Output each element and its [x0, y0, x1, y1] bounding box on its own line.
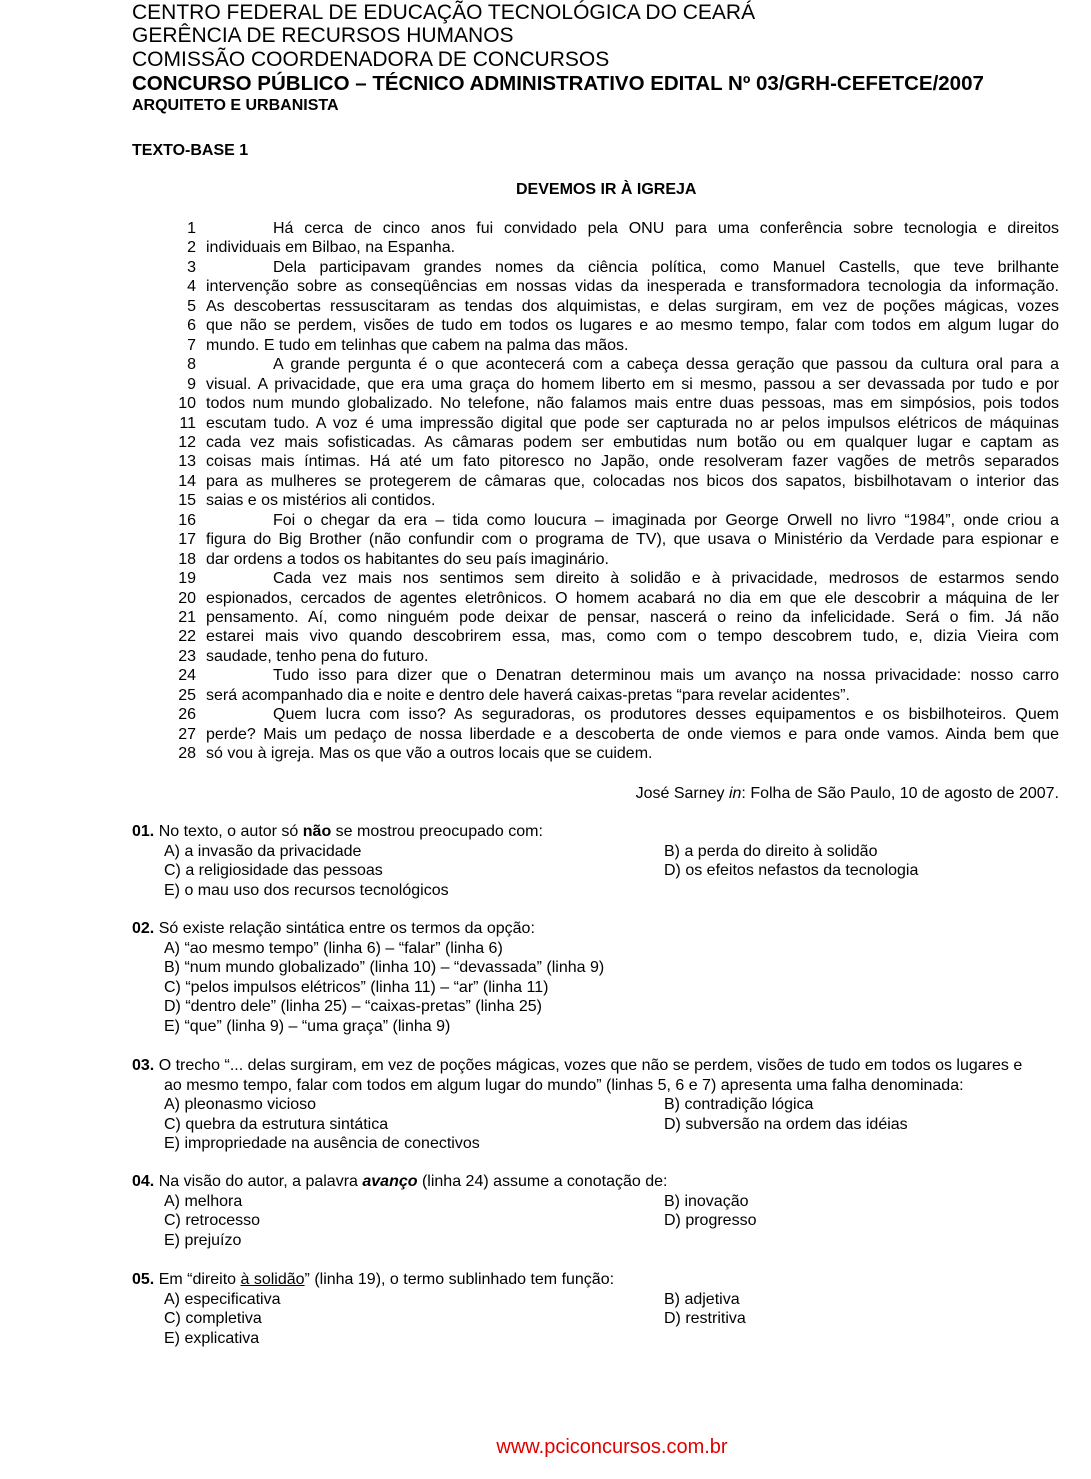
text-line — [170, 491, 1059, 510]
answer-option[interactable]: E) o mau uso dos recursos tecnológicos — [164, 881, 449, 899]
position-title: ARQUITETO E URBANISTA — [132, 97, 339, 114]
question-text: se mostrou preocupado com: — [331, 823, 543, 840]
question-stem — [132, 822, 543, 841]
answer-option[interactable]: A) pleonasmo vicioso — [164, 1096, 317, 1113]
line-number: 10 — [178, 395, 196, 413]
text-line — [170, 258, 1059, 277]
line-number: 3 — [187, 258, 196, 276]
question-stem — [132, 919, 535, 938]
text-line — [170, 647, 1059, 666]
answer-option[interactable]: D) subversão na ordem das idéias — [664, 1115, 908, 1133]
question-text: ” (linha 19), o termo sublinhado tem função: — [304, 1271, 615, 1288]
text-title: DEVEMOS IR À IGREJA — [516, 181, 697, 198]
line-number: 12 — [178, 433, 196, 451]
header-commission: COMISSÃO COORDENADORA DE CONCURSOS — [132, 48, 610, 71]
question-number: 04. — [132, 1173, 155, 1190]
line-text: Tudo isso para dizer que o Denatran determinou mais um avanço na nossa privacidade: nosso carro — [273, 667, 1059, 685]
text-line — [170, 375, 1059, 394]
line-text: figura do Big Brother (não confundir com o programa de TV), que usava o Ministério da Verdade para espionar e — [206, 531, 1059, 549]
line-text: coisas mais íntimas. Há até um fato pitoresco no Japão, onde resolveram fazer vagões de metrôs separados — [206, 453, 1059, 471]
text-line — [170, 686, 1059, 705]
answer-option[interactable]: E) explicativa — [164, 1329, 260, 1347]
answer-option[interactable]: A) melhora — [164, 1192, 243, 1210]
line-text: Dela participavam grandes nomes da ciência política, como Manuel Castells, que teve brilhante — [273, 258, 1059, 276]
text-line — [170, 569, 1059, 588]
text-line — [170, 608, 1059, 627]
line-text: dar ordens a todos os habitantes do seu país imaginário. — [206, 550, 609, 568]
text-line — [170, 705, 1059, 724]
line-number: 2 — [187, 239, 196, 257]
question-emphasis: não — [302, 823, 332, 840]
line-number: 19 — [178, 570, 196, 588]
line-text: Quem lucra com isso? As seguradoras, os produtores desses equipamentos e os bisbilhoteiros. Quem — [273, 706, 1059, 724]
question-number: 02. — [132, 920, 155, 937]
answer-option[interactable]: E) prejuízo — [164, 1231, 242, 1249]
text-line — [170, 336, 1059, 355]
line-text: que não se perdem, visões de tudo em todos os lugares e ao mesmo tempo, falar com todos em algum lugar do — [206, 317, 1059, 335]
answer-option[interactable]: D) restritiva — [664, 1310, 746, 1327]
question-text: O trecho “... delas surgiram, em vez de poções mágicas, vozes que não se perdem, visões de tudo em todos os lugares e — [154, 1057, 1023, 1074]
question-text: Em “direito — [154, 1271, 241, 1288]
line-number: 8 — [187, 356, 196, 374]
header-department: GERÊNCIA DE RECURSOS HUMANOS — [132, 24, 514, 47]
text-line — [170, 530, 1059, 549]
line-number: 17 — [178, 531, 196, 549]
answer-option[interactable]: C) a religiosidade das pessoas — [164, 862, 383, 879]
line-text: individuais em Bilbao, na Espanha. — [206, 239, 456, 257]
answer-option[interactable]: B) adjetiva — [664, 1290, 740, 1308]
question-text: No texto, o autor só — [154, 823, 303, 840]
text-line — [170, 277, 1059, 296]
line-number: 14 — [178, 472, 196, 490]
line-text: cada vez mais sofisticadas. As câmaras podem ser embutidas num botão ou em qualquer lugar e captam as — [206, 433, 1059, 451]
text-line — [170, 316, 1059, 335]
header-institution: CENTRO FEDERAL DE EDUCAÇÃO TECNOLÓGICA DO CEARÁ — [132, 1, 756, 24]
text-line — [170, 589, 1059, 608]
line-text: Cada vez mais nos sentimos sem direito à solidão e à privacidade, medrosos de estarmos sendo — [273, 570, 1059, 588]
text-line — [170, 219, 1059, 238]
line-number: 4 — [187, 278, 196, 296]
line-number: 6 — [187, 317, 196, 335]
question-number: 03. — [132, 1057, 155, 1074]
answer-option[interactable]: D) progresso — [664, 1212, 757, 1229]
line-number: 16 — [178, 511, 196, 529]
question-text: Só existe relação sintática entre os termos da opção: — [154, 920, 535, 937]
line-number: 22 — [178, 628, 196, 646]
text-line — [170, 394, 1059, 413]
line-text: As descobertas ressuscitaram as tendas dos alquimistas, e delas surgiram, em vez de poções mágicas, vozes — [206, 297, 1059, 315]
answer-option[interactable]: B) a perda do direito à solidão — [664, 842, 878, 860]
answer-option[interactable]: B) contradição lógica — [664, 1096, 814, 1113]
text-line — [170, 511, 1059, 530]
text-line — [170, 238, 1059, 257]
answer-option[interactable]: A) especificativa — [164, 1290, 281, 1308]
section-label: TEXTO-BASE 1 — [132, 142, 249, 159]
line-text: Foi o chegar da era – tida como loucura – imaginada por George Orwell no livro “1984”, onde criou a — [273, 511, 1059, 529]
line-number: 18 — [178, 550, 196, 568]
line-number: 23 — [178, 647, 196, 665]
text-line — [170, 627, 1059, 646]
question-emphasis: à solidão — [240, 1271, 305, 1288]
answer-option[interactable]: C) retrocesso — [164, 1212, 261, 1229]
answer-option[interactable]: E) “que” (linha 9) – “uma graça” (linha 9) — [164, 1017, 451, 1035]
answer-option[interactable]: D) “dentro dele” (linha 25) – “caixas-pretas” (linha 25) — [164, 998, 542, 1015]
question-text: (linha 24) assume a conotação de: — [417, 1173, 668, 1190]
line-text: saudade, tenho pena do futuro. — [206, 647, 429, 665]
line-number: 1 — [187, 220, 196, 237]
line-text: espionados, cercados de agentes eletrônicos. O homem acabará no dia em que ele descobrir a máquina de ler — [206, 589, 1059, 607]
text-line — [170, 452, 1059, 471]
line-number: 5 — [187, 297, 196, 315]
answer-option[interactable]: C) completiva — [164, 1310, 262, 1327]
text-line — [170, 725, 1059, 744]
question-number: 01. — [132, 823, 155, 840]
source-author: José Sarney — [635, 785, 729, 802]
line-text: estarei mais vivo quando descobrirem essa, mas, como com o tempo descobrem tudo, e, dizia Vieira com — [206, 628, 1059, 646]
contest-title: CONCURSO PÚBLICO – TÉCNICO ADMINISTRATIVO EDITAL Nº 03/GRH-CEFETCE/2007 — [132, 72, 984, 95]
line-text: intervenção sobre as conseqüências em nossas vidas da inesperada e transformadora tecnologia da informação. — [206, 278, 1059, 296]
answer-option[interactable]: C) quebra da estrutura sintática — [164, 1115, 389, 1133]
text-line — [170, 550, 1059, 569]
text-line — [170, 414, 1059, 433]
line-number: 24 — [178, 667, 196, 685]
line-text: todos num mundo globalizado. No telefone, não falamos mais entre duas pessoas, mas em simpósios, pois todos — [206, 395, 1059, 413]
line-number: 25 — [178, 686, 196, 704]
line-text: será acompanhado dia e noite e dentro dele haverá caixas-pretas “para revelar acidentes”. — [206, 686, 850, 704]
text-line — [170, 297, 1059, 316]
text-line — [170, 472, 1059, 491]
line-text: Há cerca de cinco anos fui convidado pela ONU para uma conferência sobre tecnologia e direitos — [273, 220, 1059, 237]
answer-option[interactable]: A) a invasão da privacidade — [164, 842, 362, 860]
line-number: 11 — [179, 414, 196, 432]
source-publication: : Folha de São Paulo, 10 de agosto de 2007. — [741, 785, 1059, 802]
line-number: 27 — [178, 725, 196, 743]
text-line — [170, 744, 1059, 763]
answer-option[interactable]: B) inovação — [664, 1192, 749, 1210]
line-number: 21 — [178, 609, 196, 626]
question-stem — [132, 1056, 1022, 1075]
question-stem-continuation: ao mesmo tempo, falar com todos em algum lugar do mundo” (linhas 5, 6 e 7) apresenta uma falha denominada: — [164, 1076, 964, 1094]
answer-option[interactable]: A) “ao mesmo tempo” (linha 6) – “falar” (linha 6) — [164, 939, 503, 957]
footer-link[interactable]: www.pciconcursos.com.br — [496, 1436, 728, 1458]
line-text: perde? Mais um pedaço de nossa liberdade e a descoberta de onde viemos e para onde vamos. Ainda bem que — [206, 725, 1059, 743]
line-text: escutam tudo. A voz é uma impressão digital que pode ser capturada no ar pelos impulsos elétricos de máquinas — [206, 414, 1059, 432]
answer-option[interactable]: E) impropriedade na ausência de conectivos — [164, 1135, 480, 1152]
line-number: 20 — [178, 589, 196, 607]
line-text: só vou à igreja. Mas os que vão a outros locais que se cuidem. — [206, 745, 653, 763]
line-text: visual. A privacidade, que era uma graça do homem liberto em si mesmo, passou a ser devassada por tudo e por — [206, 375, 1059, 393]
line-number: 9 — [187, 375, 196, 393]
line-number: 7 — [187, 336, 196, 354]
answer-option[interactable]: C) “pelos impulsos elétricos” (linha 11) – “ar” (linha 11) — [164, 978, 549, 996]
line-text: A grande pergunta é o que acontecerá com a cabeça dessa geração que passou da cultura oral para a — [273, 356, 1059, 374]
answer-option[interactable]: D) os efeitos nefastos da tecnologia — [664, 862, 919, 879]
text-line — [170, 433, 1059, 452]
line-number: 13 — [178, 453, 196, 471]
line-number: 15 — [178, 492, 196, 510]
line-number: 28 — [178, 745, 196, 763]
text-line — [170, 666, 1059, 685]
text-line — [170, 355, 1059, 374]
text-source — [636, 784, 1059, 803]
source-in: in — [728, 785, 742, 802]
line-number: 26 — [178, 706, 196, 724]
question-text: Na visão do autor, a palavra — [154, 1173, 363, 1190]
question-stem — [132, 1270, 614, 1289]
line-text: saias e os mistérios ali contidos. — [206, 492, 436, 510]
question-number: 05. — [132, 1271, 155, 1288]
line-text: mundo. E tudo em telinhas que cabem na palma das mãos. — [206, 336, 629, 354]
line-text: para as mulheres se protegerem de câmaras que, colocadas nos bicos dos sapatos, bisbilhotavam o interior das — [206, 472, 1059, 490]
answer-option[interactable]: B) “num mundo globalizado” (linha 10) – “devassada” (linha 9) — [164, 959, 605, 976]
question-emphasis: avanço — [362, 1173, 418, 1190]
line-text: pensamento. Aí, como ninguém pode deixar de pensar, nascerá o reino da infelicidade. Será o fim. Já não — [206, 609, 1059, 626]
question-stem — [132, 1172, 667, 1191]
